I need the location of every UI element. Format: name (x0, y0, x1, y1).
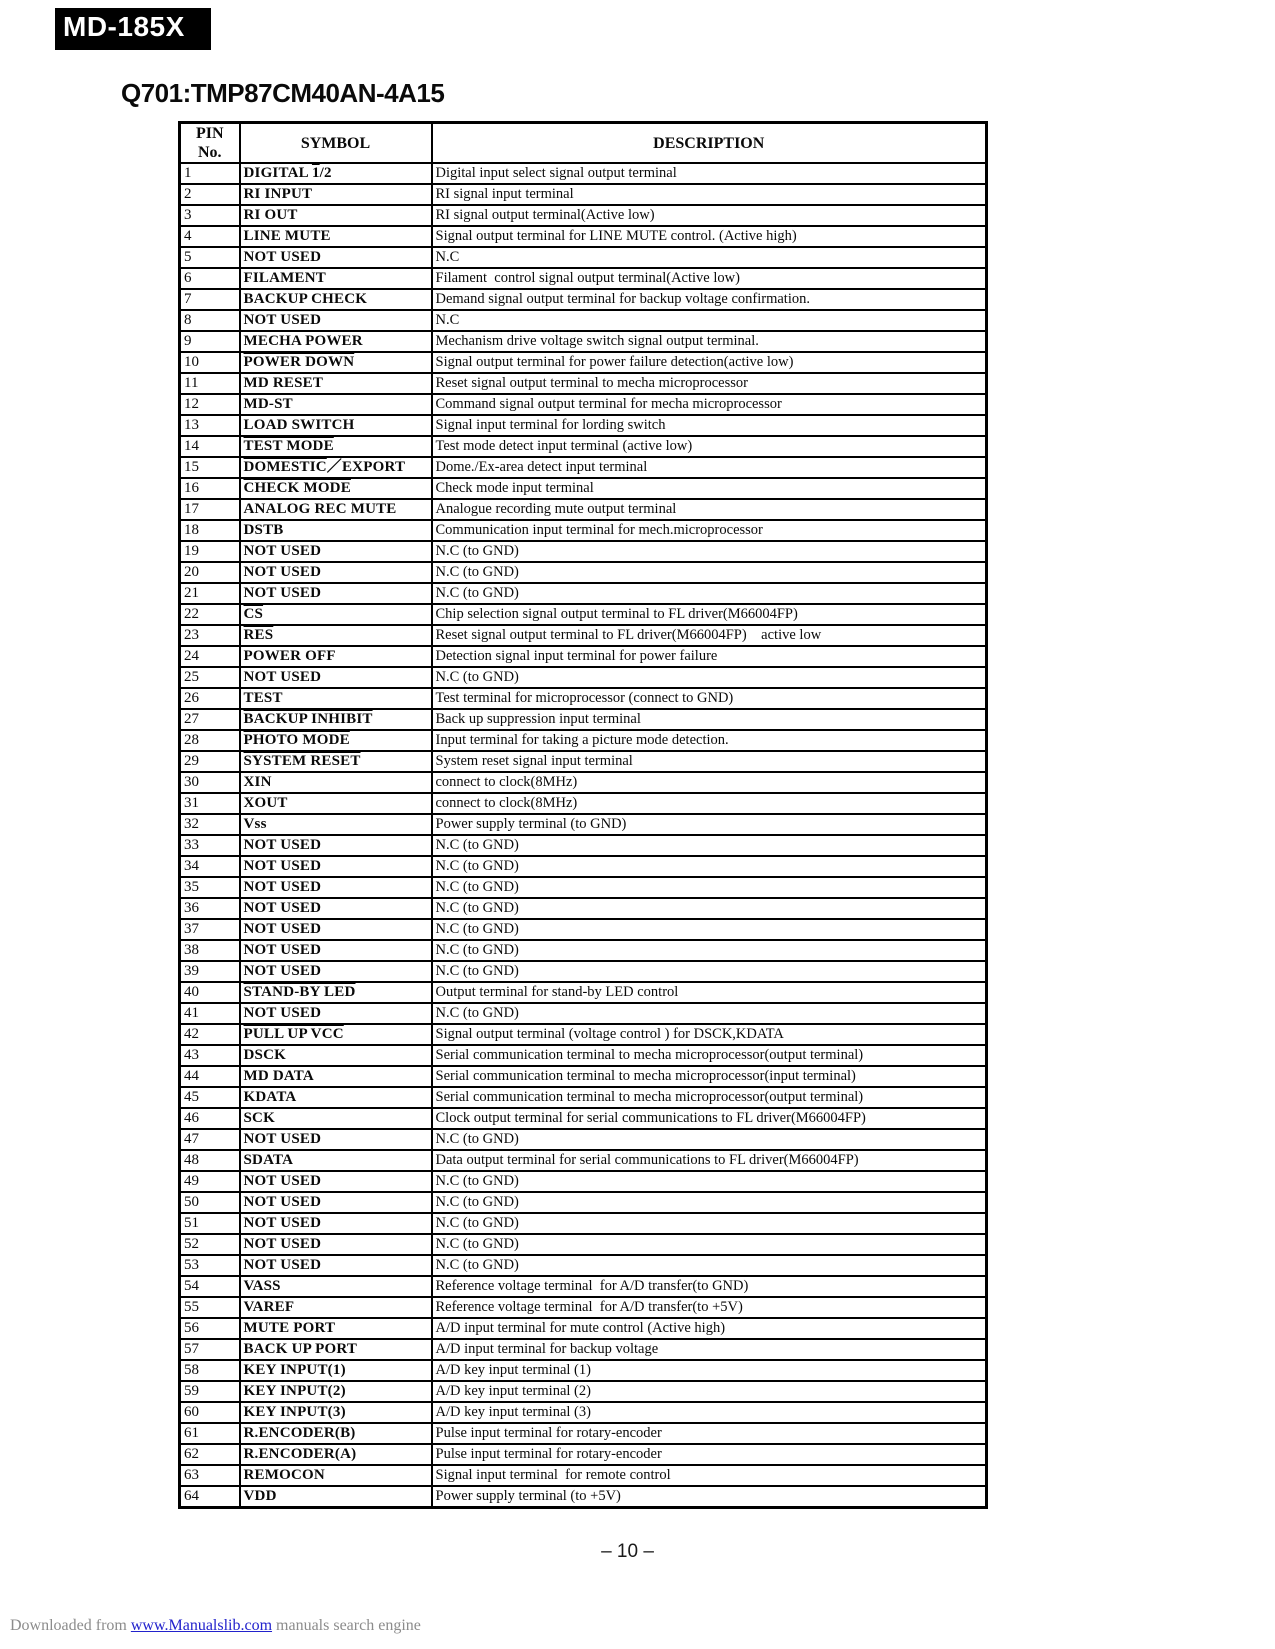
description-cell: N.C (to GND) (432, 940, 987, 961)
symbol-cell (240, 478, 432, 499)
symbol-cell: NOT USED (240, 1255, 432, 1276)
pin-number-cell: 9 (180, 331, 240, 352)
description-cell: A/D input terminal for mute control (Active high) (432, 1318, 987, 1339)
overlined-symbol-text: PULL UP VCC (243, 1026, 344, 1042)
table-row (180, 583, 987, 604)
description-cell: Clock output terminal for serial communications to FL driver(M66004FP) (432, 1108, 987, 1129)
table-row (180, 667, 987, 688)
description-cell: A/D key input terminal (2) (432, 1381, 987, 1402)
symbol-cell: XOUT (240, 793, 432, 814)
pin-number-cell: 36 (180, 898, 240, 919)
description-cell: Signal input terminal for remote control (432, 1465, 987, 1486)
overlined-symbol-text: SYSTEM RESET (243, 753, 361, 769)
header-pin-no: PIN No. (180, 123, 240, 164)
description-cell: N.C (to GND) (432, 1171, 987, 1192)
overlined-symbol-text: DOMESTIC (243, 459, 327, 475)
table-row (180, 898, 987, 919)
table-row (180, 436, 987, 457)
overlined-symbol-text: PHOTO MODE (243, 732, 350, 748)
description-cell: A/D key input terminal (1) (432, 1360, 987, 1381)
pin-number-cell: 37 (180, 919, 240, 940)
table-row (180, 184, 987, 205)
pin-number-cell: 35 (180, 877, 240, 898)
description-cell: Reference voltage terminal for A/D transfer(to +5V) (432, 1297, 987, 1318)
description-cell: Signal output terminal for LINE MUTE control. (Active high) (432, 226, 987, 247)
table-row (180, 751, 987, 772)
table-row (180, 1381, 987, 1402)
description-cell: Reset signal output terminal to mecha microprocessor (432, 373, 987, 394)
description-cell: N.C (to GND) (432, 1255, 987, 1276)
symbol-cell: NOT USED (240, 583, 432, 604)
symbol-cell: KEY INPUT(3) (240, 1402, 432, 1423)
symbol-cell: MUTE PORT (240, 1318, 432, 1339)
symbol-cell: DIGITAL 1/2 (240, 163, 432, 184)
pin-number-cell: 46 (180, 1108, 240, 1129)
table-row (180, 268, 987, 289)
symbol-cell: SCK (240, 1108, 432, 1129)
symbol-cell: NOT USED (240, 898, 432, 919)
pin-number-cell: 47 (180, 1129, 240, 1150)
symbol-cell: LINE MUTE (240, 226, 432, 247)
table-row (180, 1255, 987, 1276)
description-cell: Data output terminal for serial communications to FL driver(M66004FP) (432, 1150, 987, 1171)
description-cell: N.C (to GND) (432, 898, 987, 919)
table-row (180, 688, 987, 709)
table-row (180, 982, 987, 1003)
table-row (180, 394, 987, 415)
symbol-cell: MECHA POWER (240, 331, 432, 352)
header-description: DESCRIPTION (432, 123, 987, 164)
pin-number-cell: 42 (180, 1024, 240, 1045)
description-cell: Signal output terminal (voltage control ) for DSCK,KDATA (432, 1024, 987, 1045)
symbol-cell: MD RESET (240, 373, 432, 394)
description-cell: Serial communication terminal to mecha microprocessor(output terminal) (432, 1045, 987, 1066)
table-row (180, 226, 987, 247)
symbol-cell: BACKUP CHECK (240, 289, 432, 310)
symbol-cell: NOT USED (240, 856, 432, 877)
table-row (180, 772, 987, 793)
table-row (180, 373, 987, 394)
symbol-cell (240, 352, 432, 373)
download-footer (10, 1617, 421, 1635)
table-row (180, 814, 987, 835)
pin-number-cell: 18 (180, 520, 240, 541)
symbol-cell: RI OUT (240, 205, 432, 226)
pin-table-body (180, 163, 987, 1508)
header-row (180, 123, 987, 164)
description-cell: Test terminal for microprocessor (connect to GND) (432, 688, 987, 709)
pin-number-cell: 23 (180, 625, 240, 646)
table-row (180, 961, 987, 982)
pin-number-cell: 29 (180, 751, 240, 772)
symbol-cell (240, 1024, 432, 1045)
description-cell: Chip selection signal output terminal to FL driver(M66004FP) (432, 604, 987, 625)
description-cell: Detection signal input terminal for power failure (432, 646, 987, 667)
table-row (180, 1108, 987, 1129)
table-row (180, 730, 987, 751)
description-cell: RI signal output terminal(Active low) (432, 205, 987, 226)
pin-number-cell: 17 (180, 499, 240, 520)
description-cell: Signal input terminal for lording switch (432, 415, 987, 436)
description-cell: Reference voltage terminal for A/D transfer(to GND) (432, 1276, 987, 1297)
pin-number-cell: 4 (180, 226, 240, 247)
page-title: Q701:TMP87CM40AN-4A15 (121, 78, 445, 108)
table-row (180, 289, 987, 310)
pin-number-cell: 19 (180, 541, 240, 562)
description-cell: N.C (to GND) (432, 1234, 987, 1255)
model-badge: MD-185X (55, 8, 211, 50)
pin-number-cell: 39 (180, 961, 240, 982)
symbol-cell: SDATA (240, 1150, 432, 1171)
pin-number-cell: 22 (180, 604, 240, 625)
table-row (180, 793, 987, 814)
symbol-cell: ANALOG REC MUTE (240, 499, 432, 520)
symbol-cell (240, 604, 432, 625)
symbol-cell: LOAD SWITCH (240, 415, 432, 436)
symbol-cell (240, 436, 432, 457)
symbol-cell: XIN (240, 772, 432, 793)
pin-number-cell: 5 (180, 247, 240, 268)
pin-number-cell: 41 (180, 1003, 240, 1024)
description-cell: N.C (to GND) (432, 1003, 987, 1024)
table-row (180, 1045, 987, 1066)
pin-number-cell: 30 (180, 772, 240, 793)
pin-number-cell: 56 (180, 1318, 240, 1339)
table-row (180, 1486, 987, 1508)
description-cell: Check mode input terminal (432, 478, 987, 499)
pin-number-cell: 32 (180, 814, 240, 835)
description-cell: Filament control signal output terminal(Active low) (432, 268, 987, 289)
pin-number-cell: 12 (180, 394, 240, 415)
pin-number-cell: 57 (180, 1339, 240, 1360)
symbol-cell: NOT USED (240, 310, 432, 331)
description-cell: Serial communication terminal to mecha microprocessor(input terminal) (432, 1066, 987, 1087)
pin-number-cell: 7 (180, 289, 240, 310)
symbol-cell: RI INPUT (240, 184, 432, 205)
symbol-cell: BACK UP PORT (240, 1339, 432, 1360)
overlined-symbol-text: $\overline{CS}$ (243, 606, 264, 622)
description-cell: N.C (to GND) (432, 541, 987, 562)
pin-number-cell: 60 (180, 1402, 240, 1423)
pin-number-cell: 58 (180, 1360, 240, 1381)
table-row (180, 205, 987, 226)
pin-number-cell: 40 (180, 982, 240, 1003)
table-row (180, 1318, 987, 1339)
table-row (180, 1150, 987, 1171)
symbol-cell: KEY INPUT(2) (240, 1381, 432, 1402)
description-cell: Output terminal for stand-by LED control (432, 982, 987, 1003)
table-row (180, 835, 987, 856)
table-row (180, 1003, 987, 1024)
overlined-symbol-text: 1 (311, 165, 320, 181)
pin-number-cell: 59 (180, 1381, 240, 1402)
symbol-cell (240, 982, 432, 1003)
symbol-cell: POWER OFF (240, 646, 432, 667)
pin-number-cell: 44 (180, 1066, 240, 1087)
pin-table-header (180, 123, 987, 164)
table-row (180, 1423, 987, 1444)
pin-number-cell: 62 (180, 1444, 240, 1465)
table-row (180, 1213, 987, 1234)
pin-number-cell: 26 (180, 688, 240, 709)
table-row (180, 709, 987, 730)
table-row (180, 352, 987, 373)
symbol-cell: NOT USED (240, 961, 432, 982)
symbol-cell: R.ENCODER(A) (240, 1444, 432, 1465)
pin-table (178, 121, 988, 1509)
pin-number-cell: 53 (180, 1255, 240, 1276)
pin-number-cell: 51 (180, 1213, 240, 1234)
pin-number-cell: 50 (180, 1192, 240, 1213)
pin-number-cell: 48 (180, 1150, 240, 1171)
table-row (180, 1360, 987, 1381)
description-cell: N.C (to GND) (432, 583, 987, 604)
table-row (180, 163, 987, 184)
pin-number-cell: 52 (180, 1234, 240, 1255)
description-cell: Pulse input terminal for rotary-encoder (432, 1444, 987, 1465)
pin-number-cell: 20 (180, 562, 240, 583)
pin-number-cell: 34 (180, 856, 240, 877)
table-row (180, 541, 987, 562)
description-cell: Mechanism drive voltage switch signal output terminal. (432, 331, 987, 352)
table-row (180, 457, 987, 478)
table-row (180, 1465, 987, 1486)
symbol-cell: NOT USED (240, 541, 432, 562)
table-row (180, 1339, 987, 1360)
description-cell: Power supply terminal (to +5V) (432, 1486, 987, 1508)
description-cell: Command signal output terminal for mecha microprocessor (432, 394, 987, 415)
symbol-cell: DSTB (240, 520, 432, 541)
table-row (180, 415, 987, 436)
description-cell: N.C (to GND) (432, 877, 987, 898)
description-cell: N.C (to GND) (432, 961, 987, 982)
table-row (180, 499, 987, 520)
table-row (180, 1234, 987, 1255)
pin-number-cell: 11 (180, 373, 240, 394)
description-cell: Analogue recording mute output terminal (432, 499, 987, 520)
symbol-cell: NOT USED (240, 247, 432, 268)
table-row (180, 478, 987, 499)
symbol-cell: Vss (240, 814, 432, 835)
table-row (180, 646, 987, 667)
header-symbol: SYMBOL (240, 123, 432, 164)
description-cell: N.C (432, 247, 987, 268)
description-cell: System reset signal input terminal (432, 751, 987, 772)
description-cell: Dome./Ex-area detect input terminal (432, 457, 987, 478)
pin-number-cell: 64 (180, 1486, 240, 1508)
description-cell: Power supply terminal (to GND) (432, 814, 987, 835)
description-cell: Test mode detect input terminal (active low) (432, 436, 987, 457)
table-row (180, 1297, 987, 1318)
pin-number-cell: 38 (180, 940, 240, 961)
pin-number-cell: 55 (180, 1297, 240, 1318)
symbol-cell: KEY INPUT(1) (240, 1360, 432, 1381)
pin-number-cell: 3 (180, 205, 240, 226)
table-row (180, 562, 987, 583)
description-cell: connect to clock(8MHz) (432, 793, 987, 814)
pin-number-cell: 54 (180, 1276, 240, 1297)
page-number: – 10 – (601, 1541, 654, 1562)
pin-number-cell: 10 (180, 352, 240, 373)
pin-number-cell: 16 (180, 478, 240, 499)
symbol-cell: NOT USED (240, 562, 432, 583)
overlined-symbol-text: POWER DOWN (243, 354, 355, 370)
description-cell: Reset signal output terminal to FL driver(M66004FP) active low (432, 625, 987, 646)
pin-number-cell: 61 (180, 1423, 240, 1444)
symbol-cell: VASS (240, 1276, 432, 1297)
table-row (180, 1276, 987, 1297)
symbol-cell: NOT USED (240, 1234, 432, 1255)
symbol-cell: R.ENCODER(B) (240, 1423, 432, 1444)
symbol-cell (240, 751, 432, 772)
description-cell: N.C (to GND) (432, 835, 987, 856)
pin-number-cell: 27 (180, 709, 240, 730)
symbol-cell: NOT USED (240, 940, 432, 961)
symbol-cell: NOT USED (240, 835, 432, 856)
pin-number-cell: 8 (180, 310, 240, 331)
symbol-cell: DSCK (240, 1045, 432, 1066)
table-row (180, 856, 987, 877)
table-row (180, 1444, 987, 1465)
description-cell: Demand signal output terminal for backup voltage confirmation. (432, 289, 987, 310)
symbol-cell (240, 730, 432, 751)
description-cell: A/D key input terminal (3) (432, 1402, 987, 1423)
pin-table-container (178, 121, 988, 1509)
symbol-cell: REMOCON (240, 1465, 432, 1486)
description-cell: N.C (to GND) (432, 919, 987, 940)
table-row (180, 1087, 987, 1108)
description-cell: RI signal input terminal (432, 184, 987, 205)
description-cell: N.C (to GND) (432, 667, 987, 688)
symbol-cell: NOT USED (240, 1192, 432, 1213)
description-cell: N.C (to GND) (432, 1129, 987, 1150)
overlined-symbol-text: CHECK MODE (243, 480, 351, 496)
description-cell: Input terminal for taking a picture mode detection. (432, 730, 987, 751)
pin-number-cell: 31 (180, 793, 240, 814)
description-cell: N.C (to GND) (432, 1213, 987, 1234)
table-row (180, 331, 987, 352)
table-row (180, 1129, 987, 1150)
pin-number-cell: 13 (180, 415, 240, 436)
overlined-symbol-text: BACKUP INHIBIT (243, 711, 373, 727)
description-cell: Digital input select signal output terminal (432, 163, 987, 184)
download-prefix-text: Downloaded from (10, 1617, 131, 1634)
pin-number-cell: 15 (180, 457, 240, 478)
overlined-symbol-text: $\overline{RES}$ (243, 627, 274, 643)
table-row (180, 520, 987, 541)
pin-number-cell: 21 (180, 583, 240, 604)
pin-number-cell: 6 (180, 268, 240, 289)
description-cell: Signal output terminal for power failure detection(active low) (432, 352, 987, 373)
symbol-cell: NOT USED (240, 667, 432, 688)
table-row (180, 877, 987, 898)
description-cell: N.C (to GND) (432, 856, 987, 877)
table-row (180, 1066, 987, 1087)
table-row (180, 247, 987, 268)
symbol-cell: VDD (240, 1486, 432, 1508)
symbol-cell: FILAMENT (240, 268, 432, 289)
description-cell: Pulse input terminal for rotary-encoder (432, 1423, 987, 1444)
table-row (180, 1171, 987, 1192)
pin-number-cell: 43 (180, 1045, 240, 1066)
pin-number-cell: 1 (180, 163, 240, 184)
pin-number-cell: 45 (180, 1087, 240, 1108)
symbol-cell: NOT USED (240, 1171, 432, 1192)
symbol-cell: MD DATA (240, 1066, 432, 1087)
symbol-cell: KDATA (240, 1087, 432, 1108)
pin-number-cell: 14 (180, 436, 240, 457)
description-cell: N.C (to GND) (432, 562, 987, 583)
pin-number-cell: 49 (180, 1171, 240, 1192)
symbol-cell: MD-ST (240, 394, 432, 415)
symbol-cell (240, 625, 432, 646)
table-row (180, 625, 987, 646)
pin-number-cell: 25 (180, 667, 240, 688)
table-row (180, 310, 987, 331)
table-row (180, 940, 987, 961)
description-cell: Back up suppression input terminal (432, 709, 987, 730)
symbol-cell: NOT USED (240, 1129, 432, 1150)
pin-number-cell: 28 (180, 730, 240, 751)
symbol-cell: NOT USED (240, 1213, 432, 1234)
overlined-symbol-text: TEST MODE (243, 438, 334, 454)
description-cell: A/D input terminal for backup voltage (432, 1339, 987, 1360)
pin-number-cell: 24 (180, 646, 240, 667)
description-cell: N.C (432, 310, 987, 331)
symbol-cell: NOT USED (240, 877, 432, 898)
description-cell: connect to clock(8MHz) (432, 772, 987, 793)
description-cell: Communication input terminal for mech.microprocessor (432, 520, 987, 541)
symbol-cell: NOT USED (240, 919, 432, 940)
symbol-cell: VAREF (240, 1297, 432, 1318)
pin-number-cell: 33 (180, 835, 240, 856)
symbol-cell (240, 709, 432, 730)
symbol-cell: NOT USED (240, 1003, 432, 1024)
symbol-cell: DOMESTIC／EXPORT (240, 457, 432, 478)
download-suffix-text: manuals search engine (272, 1617, 421, 1634)
overlined-symbol-text: STAND-BY LED (243, 984, 356, 1000)
table-row (180, 1024, 987, 1045)
manualslib-link[interactable]: www.Manualslib.com (130, 1617, 273, 1634)
table-row (180, 1192, 987, 1213)
table-row (180, 919, 987, 940)
table-row (180, 1402, 987, 1423)
description-cell: Serial communication terminal to mecha microprocessor(output terminal) (432, 1087, 987, 1108)
description-cell: N.C (to GND) (432, 1192, 987, 1213)
table-row (180, 604, 987, 625)
pin-number-cell: 2 (180, 184, 240, 205)
symbol-cell: TEST (240, 688, 432, 709)
pin-number-cell: 63 (180, 1465, 240, 1486)
